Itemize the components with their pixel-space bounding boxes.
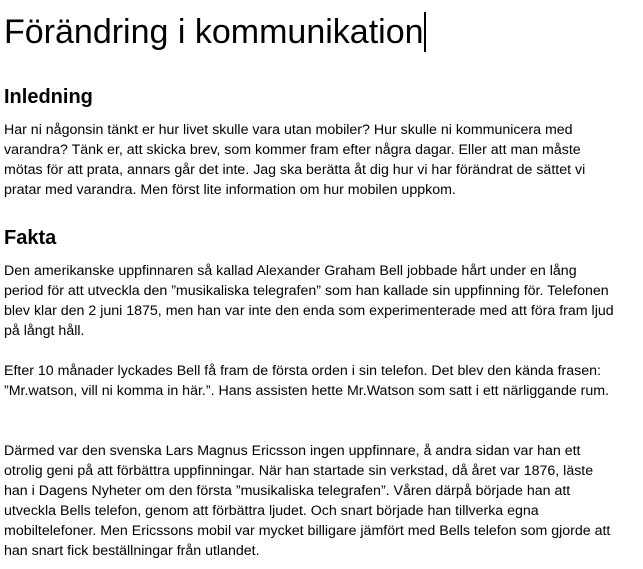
section-heading-inledning[interactable]: Inledning — [4, 86, 93, 108]
text-cursor — [424, 12, 426, 52]
document-title[interactable]: Förändring i kommunikation — [4, 13, 424, 51]
section-heading-fakta[interactable]: Fakta — [4, 227, 57, 249]
paragraph-fakta-3[interactable]: Därmed var den svenska Lars Magnus Ericsson ingen uppfinnare, å andra sidan var han ett otrolig geni på att förbättra uppfinningar. När han startade sin verkstad, då året var 1876, läste han i Dagens Nyheter om den första ”musikaliska telegrafen”. Våren därpå började han att utveckla Bells telefon, genom att förbättra ljudet. Och snart började han tillverka egna mobiltelefoner. Men Ericssons mobil var mycket billigare jämfört med Bells telefon som gjorde att han snart fick beställningar från utlandet. — [4, 443, 611, 559]
paragraph-fakta-2[interactable]: Efter 10 månader lyckades Bell få fram de första orden i sin telefon. Det blev den kända frasen: ”Mr.watson, vill ni komma in här.”. Hans assisten hette Mr.Watson som satt i ett närliggande rum. — [4, 363, 610, 399]
title-line[interactable] — [4, 10, 426, 54]
paragraph-inledning[interactable]: Har ni någonsin tänkt er hur livet skulle vara utan mobiler? Hur skulle ni kommunicera med varandra? Tänk er, att skicka brev, som kommer fram efter några dagar. Eller att man måste mötas för att prata, annars går det inte. Jag ska berätta åt dig hur vi har förändrat de sättet vi pratar med varandra. Men först lite information om hur mobilen uppkom. — [4, 122, 586, 198]
paragraph-fakta-1[interactable]: Den amerikanske uppfinnaren så kallad Alexander Graham Bell jobbade hårt under en lång period för att utveckla den ”musikaliska telegrafen” som han kallade sin uppfinning för. Telefonen blev klar den 2 juni 1875, men han var inte den enda som experimenterade med att föra fram ljud på långt håll. — [4, 263, 614, 339]
